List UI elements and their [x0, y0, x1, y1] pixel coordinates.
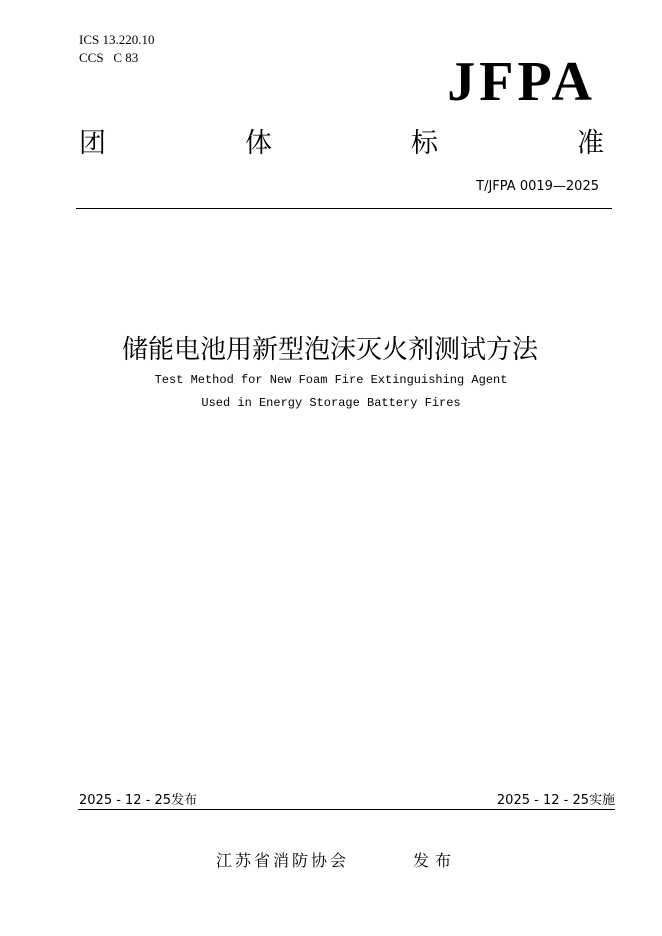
issuing-organization: 江苏省消防协会: [216, 851, 350, 870]
document-title-english-line1: Test Method for New Foam Fire Extinguishing Agent: [154, 373, 508, 387]
document-title-english-line2: Used in Energy Storage Battery Fires: [201, 396, 461, 410]
standard-type-char: 标: [411, 128, 438, 159]
jfpa-logo: JFPA: [447, 51, 596, 113]
implement-date: 2025 - 12 - 25实施: [496, 793, 615, 808]
standard-type-heading: [79, 126, 604, 162]
standard-type-char: 体: [245, 128, 272, 159]
ccs-code: CCS C 83: [79, 50, 139, 65]
standard-type-char: 团: [79, 128, 106, 159]
document-title-chinese: 储能电池用新型泡沫灭火剂测试方法: [121, 335, 538, 365]
standard-type-char: 准: [577, 128, 604, 159]
standard-number: T/JFPA 0019—2025: [476, 179, 599, 194]
footer-divider: [78, 809, 615, 810]
publish-date: 2025 - 12 - 25发布: [79, 793, 198, 808]
issue-label: 发布: [413, 851, 458, 870]
header-divider: [76, 208, 612, 209]
ics-code: ICS 13.220.10: [79, 32, 155, 47]
